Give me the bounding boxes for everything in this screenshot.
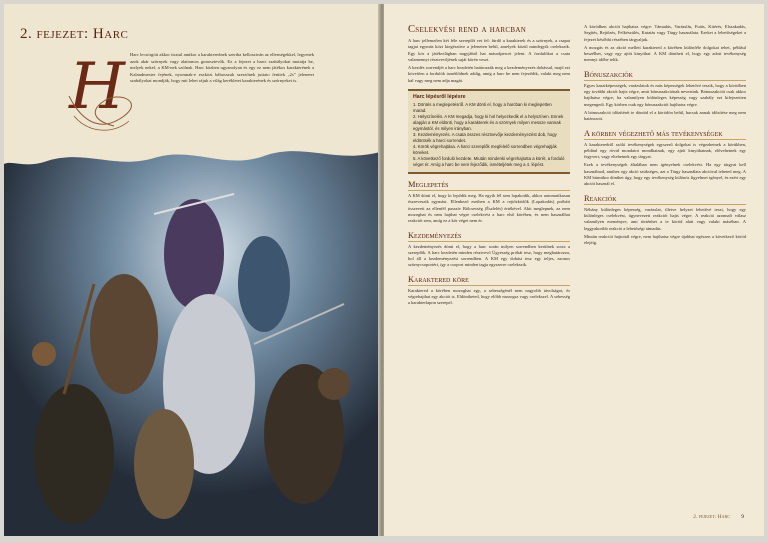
list-item: 3. Kezdeményezés. A csata összes résztvevője kezdeményezést dob, hogy eldöntsék a harci sorrendet.: [413, 132, 557, 144]
paragraph: A körödben akciót hajthatsz végre: Támadás, Varázslás, Futás, Kitérés, Elszakadás, Segítés, Rejtőzés, Felkészülés, Kutatás vagy Tárgy használata. Ezeket a lehetőségeket a fejezet későbbi részében tárgyaljuk.: [584, 24, 746, 42]
section-heading-combat-order: Cselekvési rend a harcban: [408, 24, 527, 35]
right-column-a: [408, 24, 570, 307]
paragraph: A kezdés sorrendjét a harc kezdetén határozzák meg a kezdeményezés dobással, majd ezt követően a fordulók ismétlődnek addig, amíg a harc be nem fejeződik, valaki meg nem hal vagy meg nem adja magát.: [408, 65, 570, 83]
paragraph: A kezdeményezés dönti el, hogy a harc során milyen sorrendben kerülnek sorra a szereplők. A harc kezdetén minden résztvevő Ügyesség próbát tesz, hogy meghatározza, hol áll a kezdeményezési sorrendben. A KM egy dobást tesz egy teljes, azonos szörnycsoportért, így a csoport minden tagja egyszerre cselekszik.: [408, 243, 570, 268]
chapter-title: 2. fejezet: Harc: [20, 26, 129, 42]
paragraph: Egyes kasztképességek, varázslatok és más képességek lehetővé teszik, hogy a körödben egy további akciót hajts végre, amit bónuszakciónak nevezünk. Bónuszakciót csak akkor hajthatsz végre, ha valamilyen különleges képesség vagy szabály ezt kifejezetten megengedi. Egy körben csak egy bónuszakciót hajthatsz végre.: [584, 82, 746, 107]
battle-illustration: [4, 134, 380, 536]
paragraph: A karakteredről szóló tevékenységek egyszerű dolgokat is végezhetnek a körükben, például egy rövid mondatot mondhatnak, egy ajtót kinyithatnak, elővehetnek egy fegyvert, vagy eltehetnek egy tárgyat.: [584, 141, 746, 160]
left-page: [4, 4, 380, 536]
paragraph: Karaktered a körében mozoghat egy, a sebességénél nem nagyobb távolságot, és végrehajthat egy akciót is. Eldöntheted, hogy előbb mozogsz vagy cselekszel. A sebesség a karakterlapon szerepel.: [408, 287, 570, 306]
ornament-swirl-icon: [64, 86, 134, 136]
paragraph: A mozgás és az akció mellett karaktered a körében különféle dolgokat tehet, például beszélhet, vagy egy ajtót kinyithat. A KM döntheti el, hogy egy adott tevékenység mennyi időbe telik.: [584, 44, 746, 63]
intro-text: [130, 52, 314, 85]
paragraph: Néhány különleges képesség, varázslat, illetve helyzet lehetővé teszi, hogy egy különleges cselekvést, úgynevezett reakciót hajts végre. A reakció azonnali válasz valamilyen eseményre, ami történhet a te köröd alatt vagy valaki máséban. A leggyakoribb reakció a lehetőségi támadás.: [584, 206, 746, 231]
heading-surprise: Meglepetés: [408, 180, 570, 191]
battle-scene-image: [4, 134, 380, 536]
right-page: [384, 4, 764, 536]
right-column-b: [584, 24, 746, 246]
paragraph: A KM dönti el, hogy ki lepődik meg. Ha egyik fél sem lopakodik, akkor automatikusan észreveszik egymást. Ellenkező esetben a KM a rejtőzködők (Lopakodás) próbáit összeveti az ellenfél passzív Bölcsesség (Észlelés) értékével. Akit meglepnek, az nem mozoghat és nem hajthat végre cselekvést a harc első körében, és nem használhat reakciót sem, amíg ez a kör véget nem ér.: [408, 193, 570, 224]
intro-paragraph: Harc lecsörgött akkor tisztul amikor a karakterednek szeriba kellosztván az ellenségekkel, legyenek azok akár szörnyek vagy alattomos gonosztevők. Ez a fejezet a harci szabályokat mutatja be, melyek nekel, a KM-nek szólnak. Harc közben ugyanolyan és egy ez nem játékos karakterének a Kalandmester fejének, nyomnak-e eszközt bábosszuk szerzőnek juttato fentiek „2s” jelenetet szabályokat mondják, hogy mit lehet rájuk a világ kerékletei karakterének és szórnyeket is.: [130, 52, 314, 84]
combat-steps-sidebar: [408, 89, 570, 174]
paragraph: A harc jellemzően két féle szereplőt vet fel: fürdő a karakterek és a szörnyek, a csapat tagjai egymás közt kiegészítve a jeleneten belül, amelyek közül mindegyik cselekszik. Egy kör a játékvilágban nagyjából hat másodpercet jelent. A fordulókat a csata valamennyi résztvevőjének saját körén veszi.: [408, 38, 570, 62]
heading-other-activities: A körben végezhető más tevékenységek: [584, 129, 746, 140]
heading-bonus-actions: Bónuszakciók: [584, 70, 746, 81]
heading-your-turn: Karaktered köre: [408, 275, 570, 286]
sidebar-title: Harc lépésről lépésre: [413, 94, 466, 101]
heading-reactions: Reakciók: [584, 194, 746, 205]
heading-initiative: Kezdeményezés: [408, 231, 570, 242]
list-item: 5. A következő forduló kezdete. Miután mindenki végrehajtotta a körét, a forduló véget ér. Amíg a harc be nem fejeződik, ismételjétek meg a 4. lépést.: [413, 156, 565, 168]
paragraph: Miután reakciót hajtottál végre, nem hajthatsz végre újabbat egészen a következő köröd elejéig.: [584, 233, 746, 246]
page-footer: [693, 514, 744, 520]
drop-cap: H: [69, 50, 125, 124]
paragraph: Ezek a tevékenységek általában nem igényelnek cselekvést. Ha egy tárgyat kell használnod, amihez egy akció szükséges, azt a Tárgy használata akcióval teheted meg. A KM bármikor dönthet úgy, hogy egy tevékenység különös figyelmet igényel, és ezért egy akciót használ el.: [584, 162, 746, 187]
paragraph: A bónuszakció időzítését te döntöd el a körödön belül, hacsak annak időzítése meg nem határozott.: [584, 109, 746, 122]
page-number: 9: [741, 514, 744, 520]
combat-steps-list: [413, 102, 565, 168]
list-item: 2. Helyszínelés. A KM megadja, hogy ki hol helyezkedik el a helyszínen. Ennek alapján a KM eldönti, hogy a karakterek és a szörnyek milyen messze vannak egymástól, és milyen irányban.: [413, 114, 564, 132]
list-item: 4. Körök végrehajtása. A harci szereplők megfelelő sorrendben végrehajtják köreiket.: [413, 144, 557, 156]
footer-chapter-label: 2. fejezet: Harc: [693, 514, 730, 520]
list-item: 1. Döntés a meglepetésről. A KM dönti el, hogy a harcban ki meglepetten marad.: [413, 102, 552, 114]
